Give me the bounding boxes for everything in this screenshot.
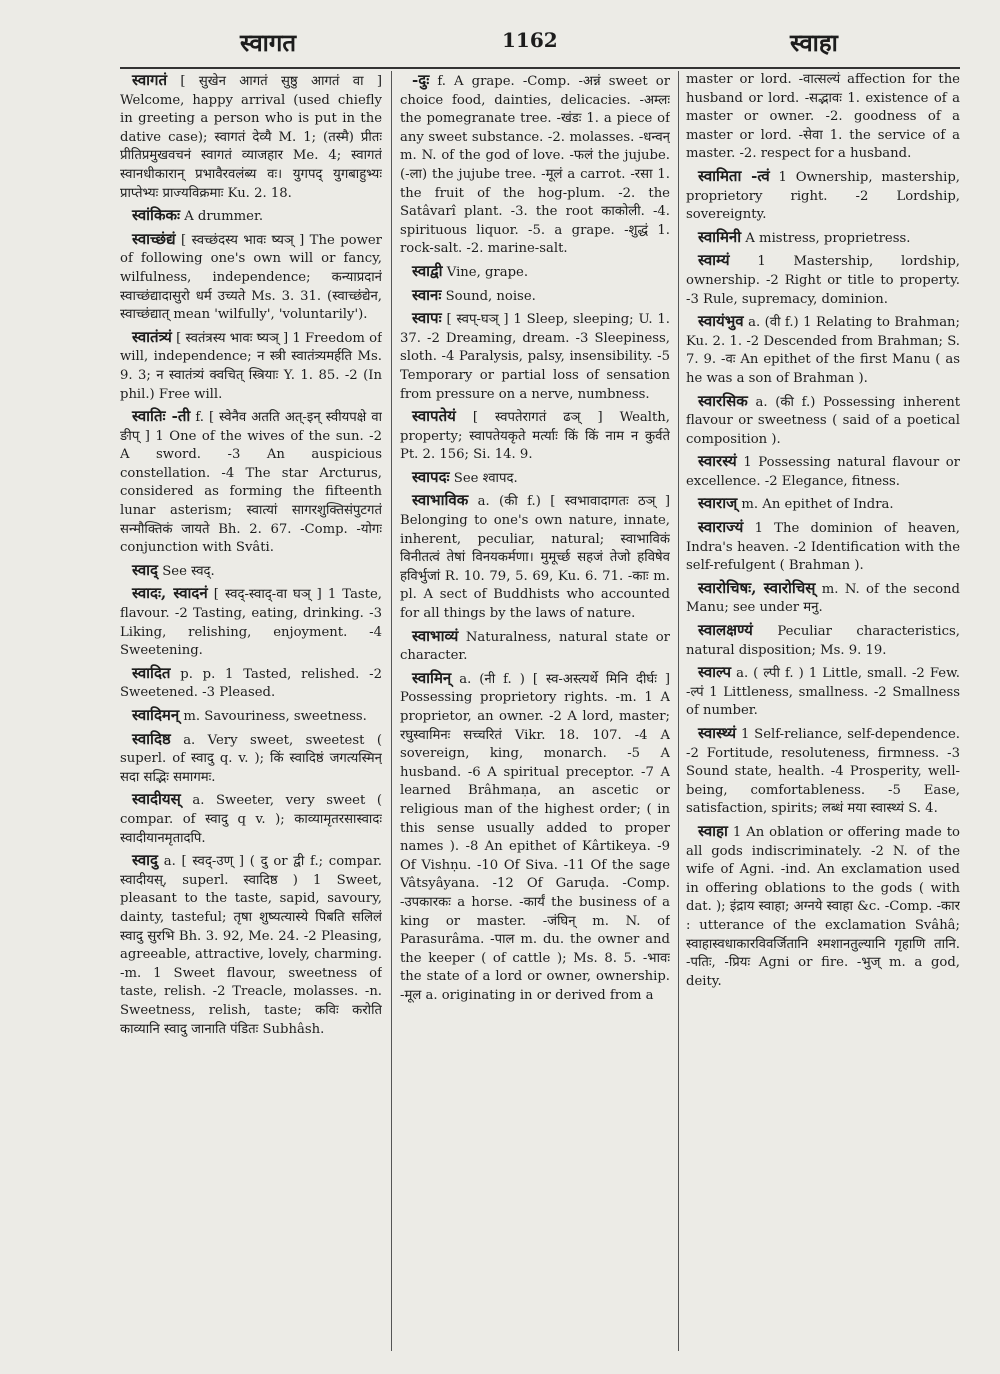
entry-headword: स्वाद्वी (412, 261, 443, 280)
dictionary-entry (400, 262, 670, 283)
entry-headword: स्वादः, स्वादनं (132, 584, 208, 603)
dictionary-entry (686, 251, 960, 309)
entry-headword: स्वारोचिषः, स्वारोचिस् (698, 578, 816, 597)
entry-headword: स्वालक्षण्यं (698, 621, 753, 640)
entry-headword: स्वातिः -ती (132, 407, 191, 426)
dictionary-entry (686, 621, 960, 660)
entry-definition: See स्वद्. (162, 563, 215, 579)
entry-definition: 1 Ownership, mastership, proprietory right. -2 Lordship, sovereignty. (686, 169, 960, 223)
entry-definition: [ स्वतंत्रस्य भावः ष्यञ् ] 1 Freedom of will, independence; न स्त्री स्वातंत्र्यमर्हति Ms. 9. 3; न स्वातंत्र्यं क्वचित् स्त्रियाः Y. 1. 85. -2 (In phil.) Free will. (120, 330, 382, 402)
entry-headword: स्वाभाव्यं (412, 626, 459, 645)
entry-headword: स्वाहा (698, 821, 728, 840)
entry-definition: f. A grape. -Comp. -अन्नं sweet or choice food, dainties, delicacies. -अम्लः the pomegranate tree. -खंडः 1. a piece of any sweet substance. -2. molasses. -धन्वन् m. N. of the god of love. -फलं the jujube. (-ला) the jujube tree. -मूलं a carrot. -रसा 1. the fruit of the hog-plum. -2. the Satâvarî plant. -3. the root काकोली. -4. spirituous liquor. -5. a grape. -शुद्धं 1. rock-salt. -2. marine-salt. (400, 74, 670, 257)
dictionary-entry (400, 309, 670, 404)
entry-headword: स्वादु (132, 851, 159, 870)
entry-headword: स्वादित (132, 663, 171, 682)
entry-definition: a. (वी f.) 1 Relating to Brahman; Ku. 2. 1. -2 Descended from Brahman; S. 7. 9. -वः An epithet of the first Manu ( as he was a son of Brahman ). (686, 315, 960, 386)
dictionary-entry (120, 407, 382, 558)
dictionary-entry (120, 230, 382, 325)
dictionary-entry (400, 491, 670, 623)
entry-headword: स्वाच्छंद्यं (132, 229, 176, 248)
dictionary-entry (400, 71, 670, 259)
entry-definition: [ सुखेन आगतं सुष्ठु आगतं वा ] Welcome, happy arrival (used chiefly in greeting a person who is put in the dative case); स्वागतं देव्यै M. 1; (तस्मै) प्रीतः प्रीतिप्रमुखवचनं स्वागतं व्याजहार Me. 4; स्वागतं स्वानधीकारान् प्रभावैरवलंब्य वः। युगपद् युगबाहुभ्यः प्राप्तेभ्यः प्राज्यविक्रमाः Ku. 2. 18. (120, 74, 382, 201)
entry-headword: स्वापतेयं (412, 407, 456, 426)
right-running-headword: स्वाहा (790, 28, 838, 57)
entry-definition: A drummer. (184, 209, 264, 225)
entry-headword: स्वामिनी (698, 227, 742, 246)
dictionary-entry (686, 71, 960, 164)
entry-definition: Sound, noise. (445, 288, 536, 304)
entry-headword: स्वागतं (132, 71, 168, 89)
entry-definition: 1 Possessing natural flavour or excellence. -2 Elegance, fitness. (686, 455, 960, 489)
dictionary-entry (686, 452, 960, 491)
entry-definition: p. p. 1 Tasted, relished. -2 Sweetened. -3 Pleased. (120, 666, 382, 701)
entry-headword: स्वाद् (132, 560, 159, 579)
entry-definition: [ स्वच्छंदस्य भावः ष्यञ् ] The power of following one's own will or fancy, wilfulness, independence; कन्याप्रदानं स्वाच्छंद्यादासुरो धर्म उच्यते Ms. 3. 31. (स्वाच्छंद्येन, स्वाच्छंद्यात् mean 'wilfully', 'voluntarily'). (120, 232, 382, 323)
entry-definition: m. N. of the second Manu; see under मनु. (686, 581, 960, 616)
entry-definition: [ स्वप्-घञ् ] 1 Sleep, sleeping; U. 1. 37. -2 Dreaming, dream. -3 Sleepiness, sloth. -4 Paralysis, palsy, insensibility. -5 Temporary or partial loss of sensation from pressure on a nerve, numbness. (400, 312, 670, 402)
entry-definition: 1 Mastership, lordship, ownership. -2 Right or title to property. -3 Rule, supremacy, dominion. (686, 254, 960, 307)
entry-headword: स्वादीयस् (132, 790, 181, 809)
entry-headword: स्वाल्प (698, 663, 732, 682)
entry-definition: a. [ स्वद्-उण् ] ( दु or द्वी f.; compar. स्वादीयस्, superl. स्वादिष्ठ ) 1 Sweet, pleasant to the taste, sapid, savoury, dainty, tasteful; तृषा शुष्यत्यास्ये पिबति सलिलं स्वादु सुरभि Bh. 3. 92, Me. 24. -2 Pleasing, agreeable, attractive, lovely, charming. -m. 1 Sweet flavour, sweetness of taste, relish. -2 Treacle, molasses. -n. Sweetness, relish, taste; कविः करोति काव्यानि स्वादु जानाति पंडितः Subhâsh. (120, 854, 382, 1037)
entry-definition: master or lord. -वात्सल्यं affection for the husband or lord. -सद्भावः 1. existence of a master or owner. -2. goodness of a master or lord. -सेवा 1. the service of a master. -2. respect for a husband. (686, 72, 960, 162)
entry-headword: स्वापदः (412, 467, 450, 486)
dictionary-entry (686, 312, 960, 388)
entry-headword: स्वाराज् (698, 494, 738, 513)
entry-definition: a. Sweeter, very sweet ( compar. of स्वादु q v. ); काव्यामृतरसास्वादः स्वादीयानमृतादपि. (120, 793, 382, 846)
entry-definition: a. ( ल्पी f. ) 1 Little, small. -2 Few. -ल्पं 1 Littleness, smallness. -2 Smallness of number. (686, 666, 960, 719)
entry-definition: [ स्वद्-स्वाद्-वा घञ् ] 1 Taste, flavour. -2 Tasting, eating, drinking. -3 Liking, relishing, enjoyment. -4 Sweetening. (120, 587, 382, 659)
entry-definition: A mistress, proprietress. (745, 230, 911, 246)
dictionary-entry (120, 328, 382, 404)
entry-headword: स्वाभाविक (412, 491, 469, 510)
entry-definition: Vine, grape. (446, 264, 529, 280)
dictionary-entry (686, 167, 960, 225)
entry-definition: Naturalness, natural state or character. (400, 629, 670, 664)
entry-headword: स्वामिता -त्वं (698, 166, 770, 185)
dictionary-entry (120, 706, 382, 727)
entry-headword: स्वारसिक (698, 391, 748, 410)
entry-headword: स्वांकिकः (132, 206, 181, 225)
dictionary-entry (400, 468, 670, 489)
dictionary-entry (120, 206, 382, 227)
entry-definition: a. (की f.) [ स्वभावादागतः ठञ् ] Belonging to one's own nature, innate, inherent, peculiar, natural; स्वाभाविकं विनीतत्वं तेषां विनयकर्मणा। मुमूर्च्छ सहजं तेजो हविषेव हविर्भुजां R. 10. 79, 5. 69, Ku. 6. 71. -काः m. pl. A sect of Buddhists who accounted for all things by the laws of nature. (400, 494, 670, 622)
entry-headword: स्वादिमन् (132, 706, 180, 724)
entry-definition: m. Savouriness, sweetness. (183, 709, 367, 724)
entry-headword: स्वायंभुव (698, 312, 744, 331)
entry-definition: 1 An oblation or offering made to all gods indiscriminately. -2 N. of the wife of Agni. -ind. An exclamation used in offering oblations to the gods ( with dat. ); इंद्राय स्वाहा; अग्नये स्वाहा &c. -Comp. -कार : utterance of the exclamation Svâhâ; स्वाहास्वधाकारविवर्जितानि श्मशानतुल्यानि गृहाणि तानि. -पतिः, -प्रियः Agni or fire. -भुज् m. a god, deity. (686, 824, 960, 989)
dictionary-entry (120, 71, 382, 203)
entry-headword: स्वाम्यं (698, 251, 730, 270)
entry-headword: स्वारस्यं (698, 452, 737, 471)
entry-headword: स्वामिन् (412, 668, 452, 687)
dictionary-entry (686, 494, 960, 515)
entry-definition: 1 The dominion of heaven, Indra's heaven. -2 Identification with the self-refulgent ( Brahman ). (686, 521, 960, 574)
entry-definition: a. Very sweet, sweetest ( superl. of स्वादु q. v. ); किं स्वादिष्ठं जगत्यस्मिन् सदा सद्भिः समागमः. (120, 732, 382, 785)
header-rule (120, 67, 960, 69)
entry-definition: Peculiar characteristics, natural disposition; Ms. 9. 19. (686, 624, 960, 658)
dictionary-entry (400, 407, 670, 465)
entry-definition: 1 Self-reliance, self-dependence. -2 Fortitude, resoluteness, firmness. -3 Sound state, health. -4 Prosperity, well-being, comfortableness. -5 Ease, satisfaction, spirits; लब्धं मया स्वास्थ्यं S. 4. (686, 727, 960, 817)
entry-headword: स्वादिष्ठ (132, 729, 171, 748)
entry-headword: -दुः (412, 71, 430, 89)
entry-headword: स्वातंत्र्यं (132, 327, 172, 346)
dictionary-entry (686, 228, 960, 249)
entry-headword: स्वानः (412, 285, 442, 304)
dictionary-entry (686, 724, 960, 819)
dictionary-entry (686, 579, 960, 618)
dictionary-entry (400, 669, 670, 1006)
page-header (0, 26, 1000, 62)
dictionary-entry (120, 730, 382, 788)
entry-headword: स्वास्थ्यं (698, 724, 737, 742)
dictionary-entry (400, 286, 670, 307)
dictionary-entry (120, 851, 382, 1039)
column-divider-2 (678, 71, 679, 1351)
dictionary-entry (120, 664, 382, 703)
dictionary-entry (686, 822, 960, 991)
entry-definition: [ स्वपतेरागतं ढञ् ] Wealth, property; स्वापतेयकृते मर्त्याः किं किं नाम न कुर्वते Pt. 2. 156; Si. 14. 9. (400, 410, 670, 463)
entry-headword: स्वाराज्यं (698, 518, 744, 537)
dictionary-entry (120, 561, 382, 582)
entry-definition: m. An epithet of Indra. (741, 497, 894, 513)
dictionary-entry (120, 790, 382, 848)
dictionary-entry (686, 392, 960, 450)
dictionary-entry (686, 663, 960, 721)
dictionary-entry (686, 518, 960, 576)
page-number: 1162 (502, 28, 558, 52)
left-running-headword: स्वागत (240, 28, 297, 57)
column-2 (400, 71, 670, 1351)
entry-definition: a. (नी f. ) [ स्व-अस्त्यर्थे मिनि दीर्घः ] Possessing proprietory rights. -m. 1 A proprietor, an owner. -2 A lord, master; रघुस्वामिनः सच्चरितं Vikr. 18. 107. -4 A sovereign, king, monarch. -5 A husband. -6 A spiritual preceptor. -7 A learned Brâhmaṇa, an ascetic or religious man of the highest order; ( in this sense usually added to proper names ). -8 An epithet of Kârtikeya. -9 Of Vishṇu. -10 Of Siva. -11 Of the sage Vâtsyâyana. -12 Of Garuḍa. -Comp. -उपकारकः a horse. -कार्यं the business of a king or master. -जंघिन् m. N. of Parasurâma. -पाल m. du. the owner and the keeper ( of cattle ); Ms. 8. 5. -भावः the state of a lord or owner, ownership. -मूल a. originating in or derived from a (400, 671, 670, 1003)
column-3 (686, 71, 960, 1351)
column-1 (120, 71, 382, 1351)
entry-definition: See श्वापद. (453, 470, 518, 486)
column-divider-1 (391, 71, 392, 1351)
dictionary-entry (400, 627, 670, 666)
dictionary-entry (120, 584, 382, 660)
entry-definition: a. (की f.) Possessing inherent flavour or sweetness ( said of a poetical composition ). (686, 394, 960, 447)
entry-definition: f. [ स्वेनैव अतति अत्-इन् स्वीयपक्षे वा ङीप् ] 1 One of the wives of the sun. -2 A sword. -3 An auspicious constellation. -4 The star Arcturus, considered as forming the fifteenth lunar asterism; स्वात्यां सागरशुक्तिसंपुटगतं सन्मौक्तिकं जायते Bh. 2. 67. -Comp. -योगः conjunction with Svâti. (120, 410, 382, 556)
entry-headword: स्वापः (412, 309, 442, 328)
